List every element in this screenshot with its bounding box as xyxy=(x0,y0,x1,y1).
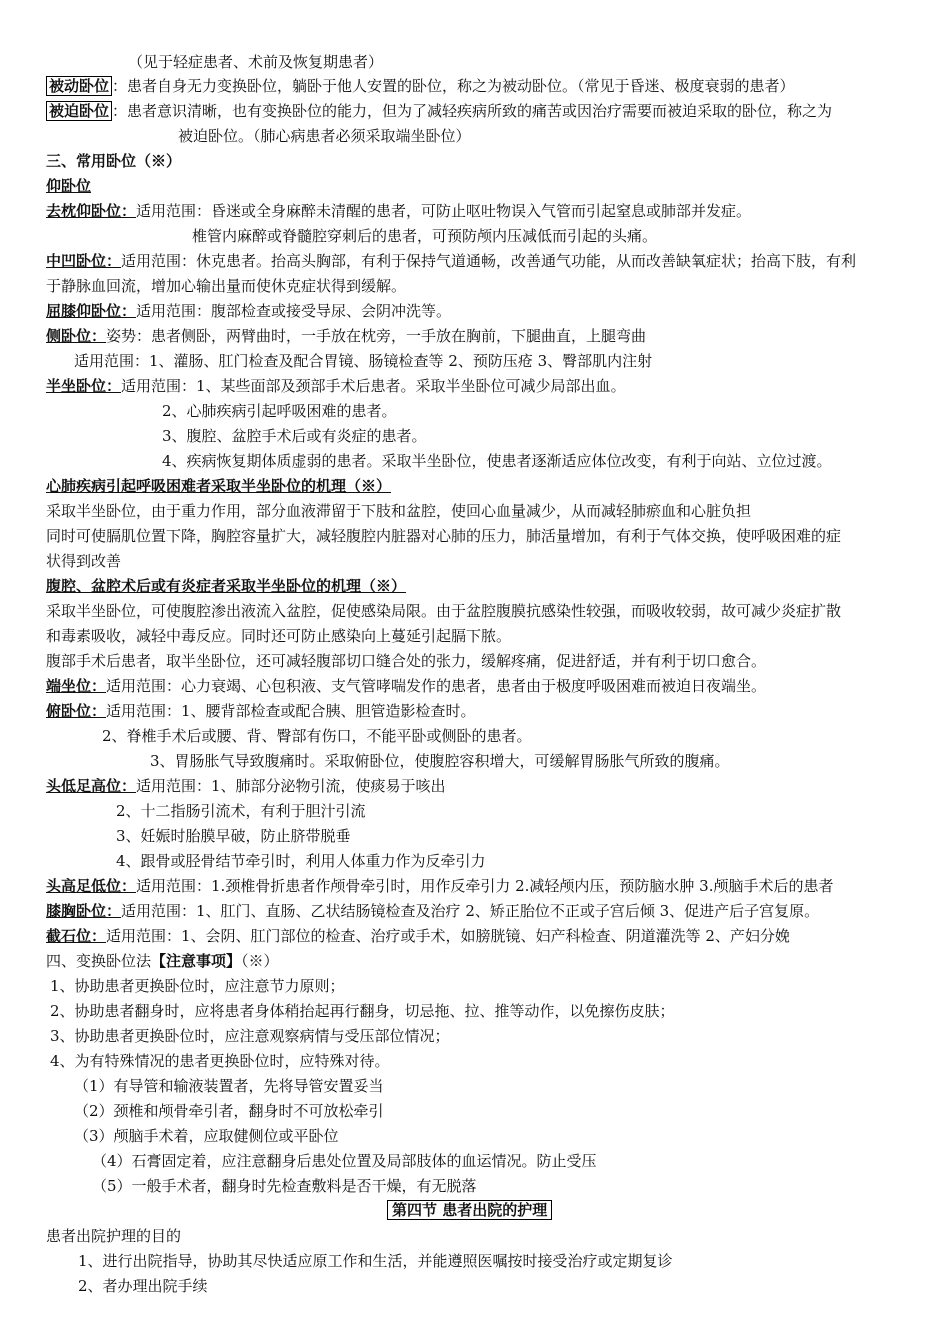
item-pillowless-supine: 去枕仰卧位：适用范围：昏迷或全身麻醉未清醒的患者，可防止呕吐物误入气管而引起窒息或肺部并发症。 xyxy=(46,202,752,220)
text-line: 采取半坐卧位，可使腹腔渗出液流入盆腔，促使感染局限。由于盆腔腹膜抗感染性较强，而吸收较弱，故可减少炎症扩散 xyxy=(46,602,842,620)
text-line: 采取半坐卧位，由于重力作用，部分血液滞留于下肢和盆腔，使回心血量减少，从而减轻肺瘀血和心脏负担 xyxy=(46,502,752,520)
list-item: （4）石膏固定着，应注意翻身后患处位置及局部肢体的血运情况。防止受压 xyxy=(92,1152,597,1170)
text-line: 2、十二指肠引流术，有利于胆汁引流 xyxy=(116,802,366,820)
text-line: 椎管内麻醉或脊髓腔穿刺后的患者，可预防颅内压减低而引起的头痛。 xyxy=(192,227,658,245)
text-line: 4、跟骨或胫骨结节牵引时，利用人体重力作为反牵引力 xyxy=(116,852,486,870)
item-prone: 俯卧位：适用范围：1、腰背部检查或配合胰、胆管造影检查时。 xyxy=(46,702,476,720)
section-heading: 四、变换卧位法【注意事项】（※） xyxy=(46,952,279,970)
chapter-title: 第四节 患者出院的护理 xyxy=(387,1198,552,1223)
list-item: 3、协助患者更换卧位时，应注意观察病情与受压部位情况； xyxy=(50,1027,450,1045)
text-line: 2、脊椎手术后或腰、背、臀部有伤口，不能平卧或侧卧的患者。 xyxy=(102,727,532,745)
list-item: 2、者办理出院手续 xyxy=(78,1277,208,1295)
text-line: 被迫卧位。（肺心病患者必须采取端坐卧位） xyxy=(178,127,471,145)
text-line: 3、胃肠胀气导致腹痛时。采取俯卧位，使腹腔容积增大，可缓解胃肠胀气所致的腹痛。 xyxy=(150,752,730,770)
item-semi-fowler: 半坐卧位：适用范围：1、某些面部及颈部手术后患者。采取半坐卧位可减少局部出血。 xyxy=(46,377,626,395)
list-item: （5）一般手术者，翻身时先检查敷料是否干燥，有无脱落 xyxy=(92,1177,477,1195)
list-item: （2）颈椎和颅骨牵引者，翻身时不可放松牵引 xyxy=(74,1102,384,1120)
item-lithotomy: 截石位：适用范围：1、会阴、肛门部位的检查、治疗或手术，如膀胱镜、妇产科检查、阴道灌洗等 2、产妇分娩 xyxy=(46,927,790,945)
term-passive-position: 被动卧位 xyxy=(46,76,112,96)
subheading-supine: 仰卧位 xyxy=(46,177,92,195)
list-item: 1、协助患者更换卧位时，应注意节力原则； xyxy=(50,977,345,995)
list-item: 2、协助患者翻身时，应将患者身体稍抬起再行翻身，切忌拖、拉、推等动作，以免擦伤皮肤； xyxy=(50,1002,675,1020)
subheading-mechanism-cardiopulmonary: 心肺疾病引起呼吸困难者采取半坐卧位的机理（※） xyxy=(46,477,392,495)
text-line: 于静脉血回流，增加心输出量而使休克症状得到缓解。 xyxy=(46,277,407,295)
text-line: 同时可使膈肌位置下降，胸腔容量扩大，减轻腹腔内脏器对心肺的压力，肺活量增加，有利于气体交换，使呼吸困难的症 xyxy=(46,527,842,545)
text-line: 适用范围：1、灌肠、肛门检查及配合胃镜、肠镜检查等 2、预防压疮 3、臀部肌内注射 xyxy=(74,352,653,370)
text-line: （见于轻症患者、术前及恢复期患者） xyxy=(128,53,384,71)
text-line: 和毒素吸收，减轻中毒反应。同时还可防止感染向上蔓延引起膈下脓。 xyxy=(46,627,512,645)
item-knee-chest: 膝胸卧位：适用范围：1、肛门、直肠、乙状结肠镜检查及治疗 2、矫正胎位不正或子宫后倾 3、促进产后子宫复原。 xyxy=(46,902,820,920)
item-head-low: 头低足高位：适用范围：1、肺部分泌物引流，使痰易于咳出 xyxy=(46,777,446,795)
list-item: （3）颅脑手术着，应取健侧位或平卧位 xyxy=(74,1127,339,1145)
text-line: 3、妊娠时胎膜早破，防止脐带脱垂 xyxy=(116,827,351,845)
text-line: 4、疾病恢复期体质虚弱的患者。采取半坐卧位，使患者逐渐适应体位改变，有利于向站、立位过渡。 xyxy=(162,452,832,470)
text-line: 2、心肺疾病引起呼吸困难的患者。 xyxy=(162,402,397,420)
item-bent-knee-supine: 屈膝仰卧位：适用范围：腹部检查或接受导尿、会阴冲洗等。 xyxy=(46,302,452,320)
definition-forced-position: 被迫卧位 ：患者意识清晰，也有变换卧位的能力，但为了减轻疾病所致的痛苦或因治疗需要而被迫采取的卧位，称之为 xyxy=(46,99,832,124)
item-trendelenburg-modified: 中凹卧位：适用范围：休克患者。抬高头胸部，有利于保持气道通畅，改善通气功能，从而改善缺氧症状；抬高下肢，有利 xyxy=(46,252,857,270)
item-head-high: 头高足低位：适用范围：1.颈椎骨折患者作颅骨牵引时，用作反牵引力 2.减轻颅内压，预防脑水肿 3.颅脑手术后的患者 xyxy=(46,877,834,895)
text-line: 状得到改善 xyxy=(46,552,122,570)
list-item: 4、为有特殊情况的患者更换卧位时，应特殊对待。 xyxy=(50,1052,390,1070)
definition-passive-position: 被动卧位 ：患者自身无力变换卧位，躺卧于他人安置的卧位，称之为被动卧位。（常见于昏迷、极度衰弱的患者） xyxy=(46,74,795,99)
text-line: 腹部手术后患者，取半坐卧位，还可减轻腹部切口缝合处的张力，缓解疼痛，促进舒适，并有利于切口愈合。 xyxy=(46,652,767,670)
text-line: 患者出院护理的目的 xyxy=(46,1227,182,1245)
subheading-mechanism-abdominal: 腹腔、盆腔术后或有炎症者采取半坐卧位的机理（※） xyxy=(46,577,407,595)
item-lateral: 侧卧位：姿势：患者侧卧，两臂曲时，一手放在枕旁，一手放在胸前，下腿曲直，上腿弯曲 xyxy=(46,327,647,345)
term-forced-position: 被迫卧位 xyxy=(46,101,112,121)
list-item: 1、进行出院指导，协助其尽快适应原工作和生活，并能遵照医嘱按时接受治疗或定期复诊 xyxy=(78,1252,673,1270)
section-heading: 三、常用卧位（※） xyxy=(46,152,182,170)
item-sitting: 端坐位：适用范围：心力衰竭、心包积液、支气管哮喘发作的患者，患者由于极度呼吸困难而被迫日夜端坐。 xyxy=(46,677,767,695)
list-item: （1）有导管和输液装置者，先将导管安置妥当 xyxy=(74,1077,384,1095)
text-line: 3、腹腔、盆腔手术后或有炎症的患者。 xyxy=(162,427,427,445)
